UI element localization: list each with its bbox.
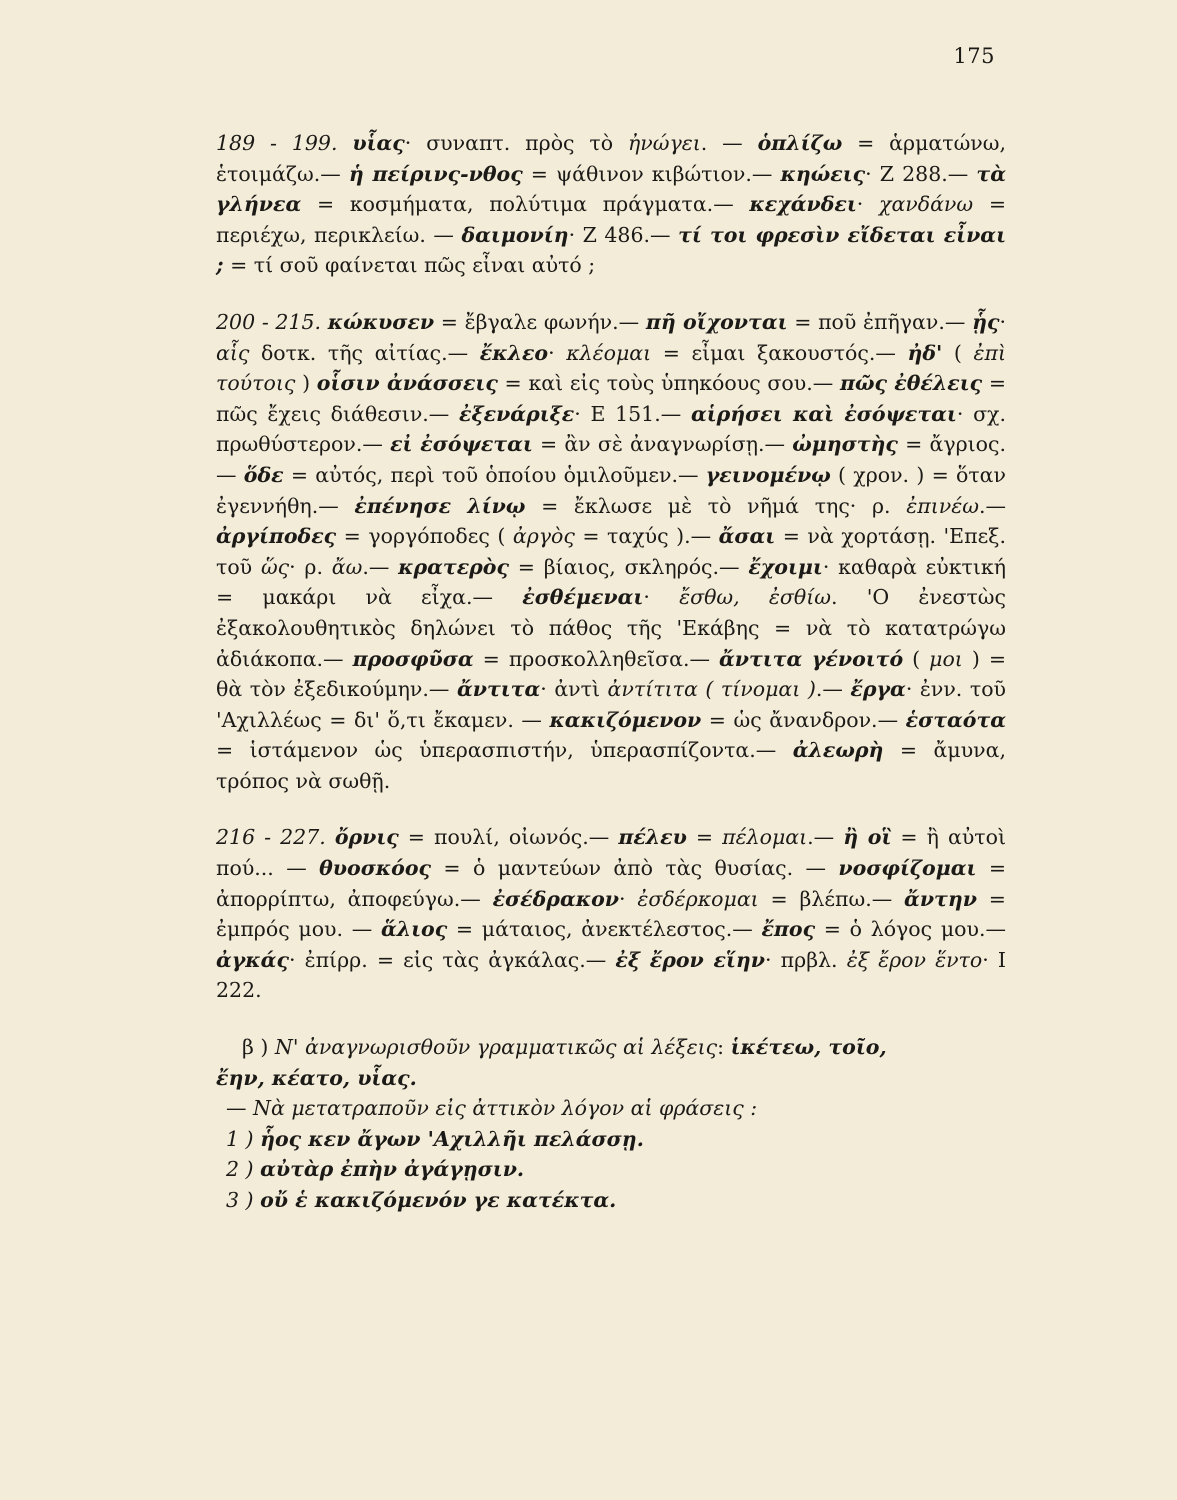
lemma: ἄντιτα bbox=[456, 677, 541, 702]
gloss-text: = μάταιος, ἀνεκτέλεστος.— bbox=[447, 917, 762, 942]
lemma: νοσφίζομαι bbox=[838, 856, 977, 881]
exercises-section-b bbox=[216, 1032, 1006, 1216]
gloss-text: Ν' ἀναγνωρισθοῦν γραμματικῶς αἱ λέξεις bbox=[274, 1035, 718, 1060]
gloss-text: .— bbox=[815, 677, 851, 702]
page-number: 175 bbox=[953, 44, 995, 68]
gloss-text: ) bbox=[295, 371, 317, 396]
gloss-text: ( bbox=[942, 340, 974, 365]
lemma: ἐσθέμεναι bbox=[522, 585, 644, 610]
gloss-text: · πρβλ. bbox=[765, 947, 847, 972]
commentary-body bbox=[216, 128, 1006, 1216]
gloss-text: β ) bbox=[242, 1035, 275, 1060]
gloss-text: = ταχύς ).— bbox=[574, 524, 719, 549]
lemma: κακιζόμενον bbox=[549, 707, 702, 732]
gloss-text: · ρ. bbox=[289, 554, 332, 579]
lemma: αὐτὰρ ἐπὴν ἀγάγῃσιν. bbox=[260, 1157, 525, 1182]
lemma: ἡ πείρινς-νθος bbox=[348, 161, 523, 186]
lemma: ἧος κεν ἄγων 'Αχιλλῆι πελάσσῃ. bbox=[260, 1126, 644, 1151]
lemma: ἀργίποδες bbox=[216, 524, 337, 549]
lemma: ἐξενάριξε bbox=[459, 401, 575, 426]
lemma: ἅλιος bbox=[380, 917, 448, 942]
gloss-text: = ἔβγαλε φωνήν.— bbox=[434, 309, 646, 334]
gloss-text: ἐπινέω bbox=[906, 493, 979, 518]
lemma: ἄσαι bbox=[718, 524, 776, 549]
gloss-text: · bbox=[618, 886, 638, 911]
lemma: ἔπος bbox=[761, 917, 816, 942]
gloss-text: = ποῦ ἐπῆγαν.— bbox=[787, 309, 973, 334]
lemma: οὔ ἑ κακιζόμενόν γε κατέκτα. bbox=[260, 1188, 617, 1212]
gloss-text: = νὰ χορτάσῃ. 'Επεξ. τοῦ bbox=[216, 524, 1006, 579]
gloss-text: = βίαιος, σκληρός.— bbox=[508, 554, 749, 579]
gloss-text: — bbox=[226, 1096, 254, 1121]
gloss-text: . 'Ο ἐνεστὼς ἐξακολουθητικὸς δηλώνει τὸ πάθος τῆς 'Εκάβης = νὰ τὸ κατατρώγω ἀδιάκοπα.— bbox=[216, 585, 1007, 671]
gloss-text: = ἄμυνα, τρόπος νὰ σωθῇ. bbox=[216, 738, 1006, 793]
paragraph-200-215 bbox=[216, 307, 1006, 797]
lemma: κεχάνδει bbox=[749, 192, 857, 217]
gloss-text: · σχ. πρωθύστερον.— bbox=[216, 401, 1006, 457]
gloss-text: = ἂν σὲ ἀναγνωρίσῃ.— bbox=[532, 432, 793, 457]
gloss-text: = bbox=[686, 825, 723, 850]
gloss-text: . — bbox=[700, 131, 758, 155]
gloss-text: = ψάθινον κιβώτιον.— bbox=[522, 161, 781, 186]
gloss-text: αἷς bbox=[216, 340, 250, 365]
gloss-text: .— bbox=[807, 825, 844, 850]
gloss-text: · bbox=[548, 340, 567, 365]
lemma: αἱρήσει καὶ ἐσόψεται bbox=[690, 401, 957, 426]
gloss-text: = ἁρματώνω, ἑτοιμάζω.— bbox=[216, 131, 1006, 186]
lemma: ἐσέδρακον bbox=[492, 886, 619, 911]
gloss-text: ἀντίτιτα ( τίνομαι ) bbox=[607, 677, 816, 702]
gloss-text: = προσκολληθεῖσα.— bbox=[473, 646, 719, 671]
gloss-text: · Ζ 486.— bbox=[568, 222, 679, 247]
exercise-line bbox=[216, 1063, 1006, 1094]
gloss-text: ἐπὶ τούτοις bbox=[216, 340, 1006, 396]
lemma: ἱκέτεω, τοῖο, bbox=[730, 1035, 887, 1060]
gloss-text: = ὁ μαντεύων ἀπὸ τὰς θυσίας. — bbox=[431, 856, 839, 881]
gloss-text: κλέομαι bbox=[566, 340, 652, 365]
lemma: πῶς ἐθέλεις bbox=[839, 371, 983, 396]
gloss-text: · Ε 151.— bbox=[574, 401, 691, 426]
gloss-text: Νὰ μετατραποῦν εἰς ἀττικὸν λόγον αἱ φράσεις : bbox=[253, 1096, 758, 1121]
lemma: ἔην, κέατο, υἷας. bbox=[216, 1065, 417, 1090]
lemma: κώκυσεν bbox=[327, 309, 435, 334]
gloss-text: = πουλί, οἰωνός.— bbox=[398, 825, 619, 850]
lemma: προσφῦσα bbox=[352, 646, 474, 671]
exercise-line bbox=[216, 1124, 1006, 1155]
gloss-text: = εἶμαι ξακουστός.— bbox=[651, 340, 908, 365]
gloss-text: = ὡς ἄνανδρον.— bbox=[701, 707, 906, 732]
lemma: τί τοι φρεσὶν εἴδεται εἶναι ; bbox=[216, 222, 1007, 278]
lemma: ἠδ' bbox=[907, 340, 943, 365]
gloss-text: = ἱστάμενον ὡς ὑπερασπιστήν, ὑπερασπίζοντα.— bbox=[216, 738, 793, 763]
verse-range: 200 - 215. bbox=[216, 309, 328, 334]
lemma: ὁπλίζω bbox=[757, 131, 843, 155]
gloss-text: χανδάνω bbox=[879, 192, 974, 217]
gloss-text: · Ζ 288.— bbox=[865, 161, 977, 186]
gloss-text: = αὐτός, περὶ τοῦ ὁποίου ὁμιλοῦμεν.— bbox=[283, 462, 706, 487]
lemma: ἢ οἳ bbox=[843, 825, 892, 850]
lemma: ὄρνις bbox=[334, 825, 399, 850]
gloss-text: · bbox=[643, 585, 680, 610]
lemma: ὠμηστὴς bbox=[792, 432, 898, 457]
verse-range: 216 - 227. bbox=[216, 825, 335, 850]
lemma: ἑσταότα bbox=[905, 707, 1007, 732]
gloss-text: ( bbox=[903, 646, 930, 671]
exercise-line bbox=[216, 1032, 1006, 1063]
exercise-line bbox=[216, 1154, 1006, 1185]
gloss-text: πέλομαι bbox=[722, 825, 808, 850]
gloss-text: = ἢ αὐτοὶ πού... — bbox=[216, 825, 1006, 881]
gloss-text: ( χρον. ) = ὅταν ἐγεννήθη.— bbox=[216, 462, 1006, 518]
gloss-text: = βλέπω.— bbox=[758, 886, 905, 911]
gloss-text: = ὁ λόγος μου.— bbox=[815, 917, 1006, 942]
gloss-text: μοι bbox=[929, 646, 963, 671]
lemma: ᾗς bbox=[972, 309, 1000, 334]
lemma: ἐξ ἔρον εἵην bbox=[615, 947, 766, 972]
lemma: κηώεις bbox=[780, 161, 866, 186]
gloss-text: · ἐνν. τοῦ 'Αχιλλέως = δι' ὅ,τι ἔκαμεν. — bbox=[216, 677, 1007, 732]
lemma: κρατερὸς bbox=[398, 554, 509, 579]
gloss-text: · καθαρὰ εὐκτική = μακάρι νὰ εἶχα.— bbox=[216, 554, 1006, 610]
lemma: ἐπένησε λίνῳ bbox=[354, 493, 526, 518]
gloss-text: 3 ) bbox=[226, 1188, 261, 1212]
lemma: τὰ γλήνεα bbox=[216, 161, 1006, 217]
lemma: εἰ ἐσόψεται bbox=[390, 432, 533, 457]
lemma: ἀλεωρὴ bbox=[792, 738, 884, 763]
gloss-text: ἄω bbox=[331, 554, 363, 579]
lemma: δαιμονίη bbox=[461, 222, 569, 247]
gloss-text: 2 ) bbox=[226, 1157, 261, 1182]
paragraph-216-227 bbox=[216, 822, 1006, 1006]
gloss-text: ἔσθω, ἐσθίω bbox=[679, 585, 831, 610]
gloss-text: = γοργόποδες ( bbox=[336, 524, 513, 549]
gloss-text: = ἀπορρίπτω, ἀποφεύγω.— bbox=[216, 856, 1006, 911]
gloss-text: = κοσμήματα, πολύτιμα πράγματα.— bbox=[301, 192, 750, 217]
gloss-text: = καὶ εἰς τοὺς ὑπηκόους σου.— bbox=[497, 371, 840, 396]
gloss-text: δοτκ. τῆς αἰτίας.— bbox=[249, 340, 480, 365]
lemma: ὅδε bbox=[243, 462, 284, 487]
lemma: ἀγκάς bbox=[216, 947, 289, 972]
verse-range: 189 - 199. bbox=[216, 131, 353, 155]
lemma: γεινομένῳ bbox=[705, 462, 831, 487]
lemma: ἄντιτα γένοιτό bbox=[718, 646, 904, 671]
gloss-text: ἐξ ἔρον ἕντο bbox=[846, 947, 983, 972]
gloss-text: = ἔκλωσε μὲ τὸ νῆμά της· ρ. bbox=[525, 493, 907, 518]
gloss-text: ) = θὰ τὸν ἐξεδικούμην.— bbox=[216, 646, 1007, 702]
gloss-text: ἀργὸς bbox=[512, 524, 575, 549]
lemma: υἷας bbox=[352, 131, 405, 155]
gloss-text: : bbox=[717, 1035, 731, 1060]
gloss-text: ὥς bbox=[260, 554, 290, 579]
gloss-text: · bbox=[999, 309, 1006, 334]
gloss-text: = ἄγριος.— bbox=[216, 432, 1007, 487]
lemma: πέλευ bbox=[618, 825, 687, 850]
lemma: ἄντην bbox=[904, 886, 977, 911]
gloss-text: ἠνώγει bbox=[628, 131, 701, 155]
gloss-text: = περιέχω, περικλείω. — bbox=[216, 192, 1006, 247]
gloss-text: 1 ) bbox=[226, 1126, 261, 1151]
lemma: πῆ οἴχονται bbox=[645, 309, 788, 334]
gloss-text: · Ι 222. bbox=[216, 947, 1006, 1003]
lemma: ἔργα bbox=[850, 677, 906, 702]
lemma: ἔχοιμι bbox=[748, 554, 823, 579]
gloss-text: · bbox=[856, 192, 880, 217]
lemma: ἔκλεο bbox=[479, 340, 549, 365]
gloss-text: = τί σοῦ φαίνεται πῶς εἶναι αὐτό ; bbox=[223, 253, 596, 278]
gloss-text: · ἀντὶ bbox=[540, 677, 608, 702]
gloss-text: .— bbox=[978, 493, 1006, 518]
exercise-line bbox=[216, 1185, 1006, 1216]
gloss-text: .— bbox=[362, 554, 399, 579]
gloss-text: · ἐπίρρ. = εἰς τὰς ἀγκάλας.— bbox=[288, 947, 616, 972]
exercise-line bbox=[216, 1093, 1006, 1124]
lemma: θυοσκόος bbox=[319, 856, 432, 881]
gloss-text: · συναπτ. πρὸς τὸ bbox=[404, 131, 628, 155]
gloss-text: ἐσδέρκομαι bbox=[637, 886, 759, 911]
lemma: οἷσιν ἀνάσσεις bbox=[316, 371, 498, 396]
paragraph-189-199 bbox=[216, 128, 1006, 281]
gloss-text: = ἐμπρός μου. — bbox=[216, 886, 1006, 942]
gloss-text: = πῶς ἔχεις διάθεσιν.— bbox=[216, 371, 1007, 426]
